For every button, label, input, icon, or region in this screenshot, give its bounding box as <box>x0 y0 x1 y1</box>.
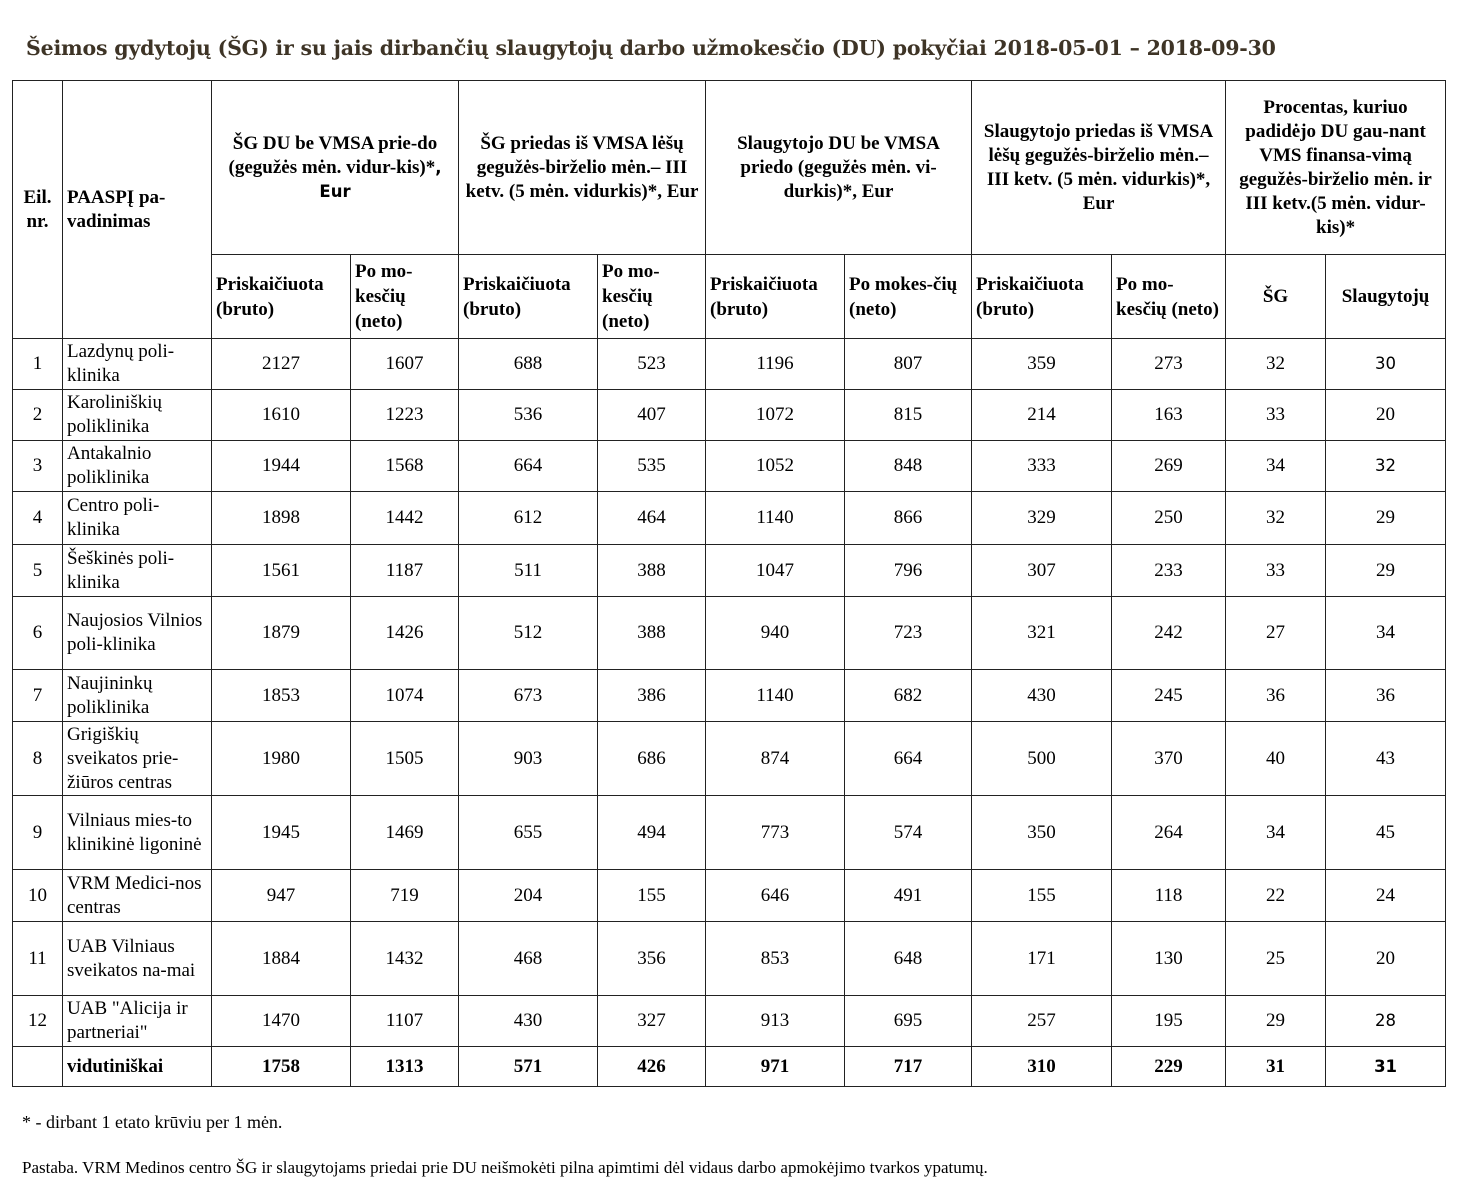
total-value-cell: 971 <box>706 1047 845 1087</box>
value-cell: 307 <box>972 545 1112 597</box>
institution-name: Antakalnio poliklinika <box>63 441 212 492</box>
table-row <box>13 492 1446 545</box>
table-row <box>13 870 1446 922</box>
value-cell: 32 <box>1326 441 1446 492</box>
salary-table <box>12 80 1446 1087</box>
total-value-cell: 1313 <box>351 1047 459 1087</box>
total-label: vidutiniškai <box>63 1047 212 1087</box>
subheader-neto: Po mo-kesčių (neto) <box>598 255 706 339</box>
row-number: 1 <box>13 339 63 390</box>
value-cell: 245 <box>1112 670 1226 722</box>
value-cell: 815 <box>845 390 972 441</box>
value-cell: 903 <box>459 722 598 796</box>
value-cell: 269 <box>1112 441 1226 492</box>
value-cell: 1074 <box>351 670 459 722</box>
value-cell: 24 <box>1326 870 1446 922</box>
col-header-paaspj: PAASPĮ pa-vadinimas <box>63 81 212 339</box>
value-cell: 1140 <box>706 670 845 722</box>
value-cell: 1432 <box>351 922 459 996</box>
value-cell: 853 <box>706 922 845 996</box>
value-cell: 388 <box>598 545 706 597</box>
subheader-slaugytoju: Slaugytojų <box>1326 255 1446 339</box>
value-cell: 688 <box>459 339 598 390</box>
value-cell: 1469 <box>351 796 459 870</box>
value-cell: 388 <box>598 597 706 670</box>
value-cell: 1426 <box>351 597 459 670</box>
row-number: 11 <box>13 922 63 996</box>
value-cell: 34 <box>1226 441 1326 492</box>
value-cell: 1980 <box>212 722 351 796</box>
row-number: 12 <box>13 996 63 1047</box>
value-cell: 1879 <box>212 597 351 670</box>
value-cell: 407 <box>598 390 706 441</box>
table-row <box>13 670 1446 722</box>
total-value-cell: 717 <box>845 1047 972 1087</box>
value-cell: 20 <box>1326 390 1446 441</box>
row-number: 9 <box>13 796 63 870</box>
value-cell: 233 <box>1112 545 1226 597</box>
value-cell: 32 <box>1226 492 1326 545</box>
institution-name: Centro poli-klinika <box>63 492 212 545</box>
value-cell: 22 <box>1226 870 1326 922</box>
value-cell: 29 <box>1326 545 1446 597</box>
value-cell: 155 <box>598 870 706 922</box>
value-cell: 273 <box>1112 339 1226 390</box>
value-cell: 646 <box>706 870 845 922</box>
value-cell: 118 <box>1112 870 1226 922</box>
value-cell: 29 <box>1326 492 1446 545</box>
col-header-sl-du: Slaugytojo DU be VMSA priedo (gegužės mėn. vi-durkis)*, Eur <box>706 81 972 255</box>
value-cell: 807 <box>845 339 972 390</box>
value-cell: 1945 <box>212 796 351 870</box>
value-cell: 500 <box>972 722 1112 796</box>
institution-name: Grigiškių sveikatos prie-žiūros centras <box>63 722 212 796</box>
value-cell: 723 <box>845 597 972 670</box>
value-cell: 20 <box>1326 922 1446 996</box>
value-cell: 34 <box>1326 597 1446 670</box>
value-cell: 655 <box>459 796 598 870</box>
value-cell: 1223 <box>351 390 459 441</box>
value-cell: 333 <box>972 441 1112 492</box>
value-cell: 250 <box>1112 492 1226 545</box>
subheader-bruto: Priskaičiuota (bruto) <box>212 255 351 339</box>
value-cell: 386 <box>598 670 706 722</box>
value-cell: 327 <box>598 996 706 1047</box>
row-number: 2 <box>13 390 63 441</box>
value-cell: 491 <box>845 870 972 922</box>
value-cell: 1140 <box>706 492 845 545</box>
value-cell: 535 <box>598 441 706 492</box>
table-row <box>13 545 1446 597</box>
table-row <box>13 996 1446 1047</box>
value-cell: 664 <box>459 441 598 492</box>
value-cell: 1568 <box>351 441 459 492</box>
row-number: 7 <box>13 670 63 722</box>
value-cell: 1607 <box>351 339 459 390</box>
institution-name: Šeškinės poli-klinika <box>63 545 212 597</box>
value-cell: 1107 <box>351 996 459 1047</box>
institution-name: VRM Medici-nos centras <box>63 870 212 922</box>
table-row <box>13 722 1446 796</box>
value-cell: 130 <box>1112 922 1226 996</box>
value-cell: 1470 <box>212 996 351 1047</box>
value-cell: 682 <box>845 670 972 722</box>
value-cell: 1944 <box>212 441 351 492</box>
value-cell: 171 <box>972 922 1112 996</box>
col-header-procentas: Procentas, kuriuo padidėjo DU gau-nant VMS finansa-vimą gegužės-birželio mėn. ir III ketv.(5 mėn. vidur-kis)* <box>1226 81 1446 255</box>
row-number: 3 <box>13 441 63 492</box>
value-cell: 2127 <box>212 339 351 390</box>
institution-name: Karoliniškių poliklinika <box>63 390 212 441</box>
value-cell: 214 <box>972 390 1112 441</box>
value-cell: 1196 <box>706 339 845 390</box>
value-cell: 36 <box>1226 670 1326 722</box>
value-cell: 1898 <box>212 492 351 545</box>
page-title: Šeimos gydytojų (ŠG) ir su jais dirbančių slaugytojų darbo užmokesčio (DU) pokyčiai 2018-05-01 – 2018-09-30 <box>26 36 1276 60</box>
value-cell: 1072 <box>706 390 845 441</box>
col-header-sg-du <box>212 81 459 255</box>
value-cell: 370 <box>1112 722 1226 796</box>
institution-name: Lazdynų poli-klinika <box>63 339 212 390</box>
subheader-neto: Po mo-kesčių (neto) <box>1112 255 1226 339</box>
value-cell: 264 <box>1112 796 1226 870</box>
value-cell: 695 <box>845 996 972 1047</box>
value-cell: 195 <box>1112 996 1226 1047</box>
institution-name: Vilniaus mies-to klinikinė ligoninė <box>63 796 212 870</box>
remark-note: Pastaba. VRM Medinos centro ŠG ir slaugytojams priedai prie DU neišmokėti pilna apimtimi dėl vidaus darbo apmokėjimo tvarkos ypatumų. <box>22 1158 988 1177</box>
total-value-cell: 31 <box>1226 1047 1326 1087</box>
value-cell: 350 <box>972 796 1112 870</box>
value-cell: 574 <box>845 796 972 870</box>
value-cell: 163 <box>1112 390 1226 441</box>
value-cell: 874 <box>706 722 845 796</box>
col-header-sg-du-text: ŠG DU be VMSA prie-do (gegužės mėn. vidur-kis)* <box>228 132 438 178</box>
value-cell: 664 <box>845 722 972 796</box>
value-cell: 848 <box>845 441 972 492</box>
col-header-sl-priedas: Slaugytojo priedas iš VMSA lėšų gegužės-birželio mėn.– III ketv. (5 mėn. vidurkis)*, Eur <box>972 81 1226 255</box>
value-cell: 430 <box>972 670 1112 722</box>
footnote: * - dirbant 1 etato krūviu per 1 mėn. <box>22 1112 283 1132</box>
institution-name: UAB Vilniaus sveikatos na-mai <box>63 922 212 996</box>
value-cell: 36 <box>1326 670 1446 722</box>
value-cell: 43 <box>1326 722 1446 796</box>
value-cell: 29 <box>1226 996 1326 1047</box>
value-cell: 913 <box>706 996 845 1047</box>
table-row <box>13 597 1446 670</box>
value-cell: 25 <box>1226 922 1326 996</box>
value-cell: 468 <box>459 922 598 996</box>
total-value-cell: 310 <box>972 1047 1112 1087</box>
table-row <box>13 796 1446 870</box>
value-cell: 1853 <box>212 670 351 722</box>
value-cell: 796 <box>845 545 972 597</box>
value-cell: 1610 <box>212 390 351 441</box>
value-cell: 32 <box>1226 339 1326 390</box>
table-row <box>13 441 1446 492</box>
col-header-sg-du-unit: , Eur <box>319 157 442 201</box>
value-cell: 33 <box>1226 545 1326 597</box>
value-cell: 947 <box>212 870 351 922</box>
total-value-cell: 31 <box>1326 1047 1446 1087</box>
value-cell: 1047 <box>706 545 845 597</box>
subheader-bruto: Priskaičiuota (bruto) <box>459 255 598 339</box>
table-row <box>13 922 1446 996</box>
institution-name: Naujininkų poliklinika <box>63 670 212 722</box>
value-cell: 27 <box>1226 597 1326 670</box>
row-number: 5 <box>13 545 63 597</box>
total-value-cell: 229 <box>1112 1047 1226 1087</box>
value-cell: 1505 <box>351 722 459 796</box>
value-cell: 612 <box>459 492 598 545</box>
total-value-cell: 426 <box>598 1047 706 1087</box>
value-cell: 523 <box>598 339 706 390</box>
row-number: 10 <box>13 870 63 922</box>
institution-name: Naujosios Vilnios poli-klinika <box>63 597 212 670</box>
value-cell: 686 <box>598 722 706 796</box>
value-cell: 940 <box>706 597 845 670</box>
row-number: 6 <box>13 597 63 670</box>
value-cell: 359 <box>972 339 1112 390</box>
row-number: 4 <box>13 492 63 545</box>
value-cell: 1561 <box>212 545 351 597</box>
value-cell: 242 <box>1112 597 1226 670</box>
subheader-sg: ŠG <box>1226 255 1326 339</box>
value-cell: 30 <box>1326 339 1446 390</box>
table-row <box>13 339 1446 390</box>
value-cell: 866 <box>845 492 972 545</box>
value-cell: 464 <box>598 492 706 545</box>
value-cell: 1187 <box>351 545 459 597</box>
value-cell: 28 <box>1326 996 1446 1047</box>
value-cell: 648 <box>845 922 972 996</box>
value-cell: 512 <box>459 597 598 670</box>
value-cell: 329 <box>972 492 1112 545</box>
value-cell: 155 <box>972 870 1112 922</box>
total-row-number <box>13 1047 63 1087</box>
value-cell: 204 <box>459 870 598 922</box>
subheader-neto: Po mokes-čių (neto) <box>845 255 972 339</box>
value-cell: 40 <box>1226 722 1326 796</box>
total-value-cell: 571 <box>459 1047 598 1087</box>
institution-name: UAB "Alicija ir partneriai" <box>63 996 212 1047</box>
col-header-eil: Eil. nr. <box>13 81 63 339</box>
subheader-bruto: Priskaičiuota (bruto) <box>972 255 1112 339</box>
value-cell: 536 <box>459 390 598 441</box>
row-number: 8 <box>13 722 63 796</box>
value-cell: 511 <box>459 545 598 597</box>
value-cell: 33 <box>1226 390 1326 441</box>
value-cell: 321 <box>972 597 1112 670</box>
value-cell: 257 <box>972 996 1112 1047</box>
subheader-bruto: Priskaičiuota (bruto) <box>706 255 845 339</box>
value-cell: 45 <box>1326 796 1446 870</box>
value-cell: 494 <box>598 796 706 870</box>
value-cell: 34 <box>1226 796 1326 870</box>
subheader-neto: Po mo-kesčių (neto) <box>351 255 459 339</box>
value-cell: 673 <box>459 670 598 722</box>
col-header-sg-priedas: ŠG priedas iš VMSA lėšų gegužės-birželio mėn.– III ketv. (5 mėn. vidurkis)*, Eur <box>459 81 706 255</box>
total-row <box>13 1047 1446 1087</box>
value-cell: 356 <box>598 922 706 996</box>
total-value-cell: 1758 <box>212 1047 351 1087</box>
value-cell: 1052 <box>706 441 845 492</box>
value-cell: 773 <box>706 796 845 870</box>
table-row <box>13 390 1446 441</box>
value-cell: 719 <box>351 870 459 922</box>
value-cell: 430 <box>459 996 598 1047</box>
value-cell: 1884 <box>212 922 351 996</box>
value-cell: 1442 <box>351 492 459 545</box>
